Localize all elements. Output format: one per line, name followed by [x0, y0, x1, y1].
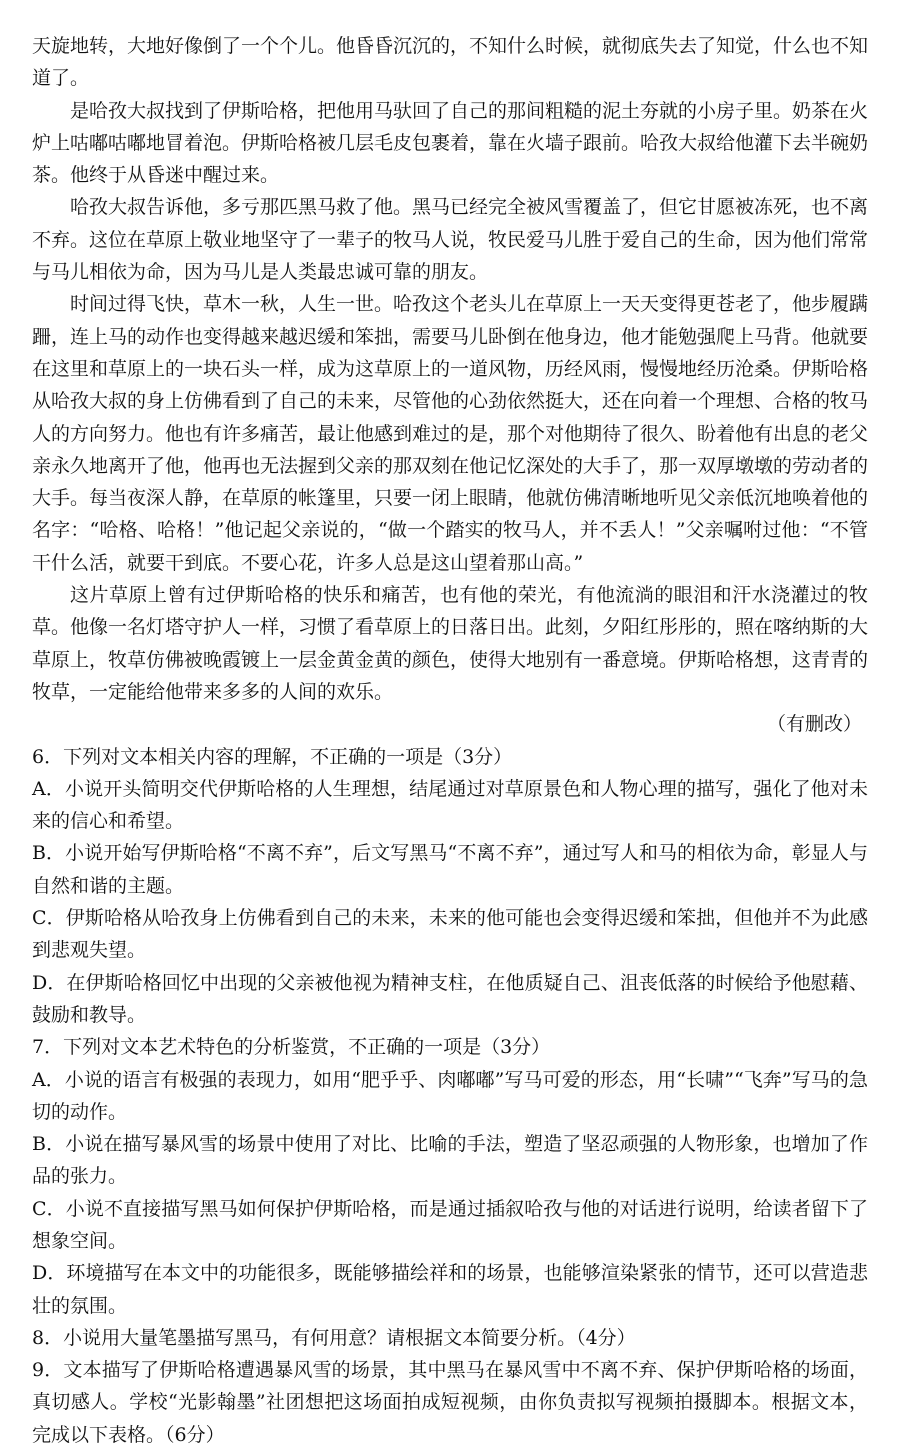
- passage-paragraph-5: 这片草原上曾有过伊斯哈格的快乐和痛苦，也有他的荣光，有他流淌的眼泪和汗水浇灌过的牧草。他像一名灯塔守护人一样，习惯了看草原上的日落日出。此刻，夕阳红彤彤的，照在喀纳斯的大草原上，牧草仿佛被晚霞镀上一层金黄金黄的颜色，使得大地别有一番意境。伊斯哈格想，这青青的牧草，一定能给他带来多多的人间的欢乐。: [32, 584, 869, 703]
- question-7-stem: 7．下列对文本艺术特色的分析鉴赏，不正确的一项是（3分）: [32, 1036, 551, 1059]
- question-6-stem: 6．下列对文本相关内容的理解，不正确的一项是（3分）: [32, 745, 513, 768]
- question-7-option-d: D．环境描写在本文中的功能很多，既能够描绘祥和的场景，也能够渲染紧张的情节，还可以营造悲壮的氛围。: [32, 1262, 868, 1317]
- question-6-option-d: D．在伊斯哈格回忆中出现的父亲被他视为精神支柱，在他质疑自己、沮丧低落的时候给予他慰藉、鼓励和教导。: [32, 971, 868, 1026]
- question-6-option-c: C．伊斯哈格从哈孜身上仿佛看到自己的未来，未来的他可能也会变得迟缓和笨拙，但他并不为此感到悲观失望。: [32, 907, 868, 962]
- question-9: 9．文本描写了伊斯哈格遭遇暴风雪的场景，其中黑马在暴风雪中不离不弃、保护伊斯哈格的场面，真切感人。学校“光影翰墨”社团想把这场面拍成短视频，由你负责拟写视频拍摄脚本。根据文本，完成以下表格。（6分）: [32, 1359, 868, 1446]
- passage-paragraph-4: 时间过得飞快，草木一秋，人生一世。哈孜这个老头儿在草原上一天天变得更苍老了，他步履蹒跚，连上马的动作也变得越来越迟缓和笨拙，需要马儿卧倒在他身边，他才能勉强爬上马背。他就要在这里和草原上的一块石头一样，成为这草原上的一道风物，历经风雨，慢慢地经历沧桑。伊斯哈格从哈孜大叔的身上仿佛看到了自己的未来，尽管他的心劲依然挺大，还在向着一个理想、合格的牧马人的方向努力。他也有许多痛苦，最让他感到难过的是，那个对他期待了很久、盼着他有出息的老父亲永久地离开了他，他再也无法握到父亲的那双刻在他记忆深处的大手了，那一双厚墩墩的劳动者的大手。每当夜深人静，在草原的帐篷里，只要一闭上眼睛，他就仿佛清晰地听见父亲低沉地唤着他的名字：“哈格、哈格！”他记起父亲说的，“做一个踏实的牧马人，并不丢人！”父亲嘱咐过他：“不管干什么活，就要干到底。不要心花，许多人总是这山望着那山高。”: [32, 293, 869, 574]
- question-7-option-c: C．小说不直接描写黑马如何保护伊斯哈格，而是通过插叙哈孜与他的对话进行说明，给读者留下了想象空间。: [32, 1197, 868, 1252]
- passage-paragraph-1: 天旋地转，大地好像倒了一个个儿。他昏昏沉沉的，不知什么时候，就彻底失去了知觉，什么也不知道了。: [32, 35, 869, 90]
- question-7-option-a: A．小说的语言有极强的表现力，如用“肥乎乎、肉嘟嘟”写马可爱的形态，用“长啸”“飞奔”写马的急切的动作。: [32, 1068, 868, 1123]
- passage-paragraph-2: 是哈孜大叔找到了伊斯哈格，把他用马驮回了自己的那间粗糙的泥土夯就的小房子里。奶茶在火炉上咕嘟咕嘟地冒着泡。伊斯哈格被几层毛皮包裹着，靠在火墙子跟前。哈孜大叔给他灌下去半碗奶茶。他终于从昏迷中醒过来。: [32, 99, 869, 187]
- question-7-option-b: B．小说在描写暴风雪的场景中使用了对比、比喻的手法，塑造了坚忍顽强的人物形象，也增加了作品的张力。: [32, 1133, 868, 1188]
- question-6-option-a: A．小说开头简明交代伊斯哈格的人生理想，结尾通过对草原景色和人物心理的描写，强化了他对未来的信心和希望。: [32, 777, 868, 833]
- source-note: （有删改）: [766, 713, 862, 736]
- question-8: 8．小说用大量笔墨描写黑马，有何用意？请根据文本简要分析。（4分）: [32, 1326, 636, 1349]
- question-6-option-b: B．小说开始写伊斯哈格“不离不弃”，后文写黑马“不离不弃”，通过写人和马的相依为命，彰显人与自然和谐的主题。: [32, 842, 868, 897]
- passage-paragraph-3: 哈孜大叔告诉他，多亏那匹黑马救了他。黑马已经完全被风雪覆盖了，但它甘愿被冻死，也不离不弃。这位在草原上敬业地坚守了一辈子的牧马人说，牧民爱马儿胜于爱自己的生命，因为他们常常与马儿相依为命，因为马儿是人类最忠诚可靠的朋友。: [32, 196, 869, 284]
